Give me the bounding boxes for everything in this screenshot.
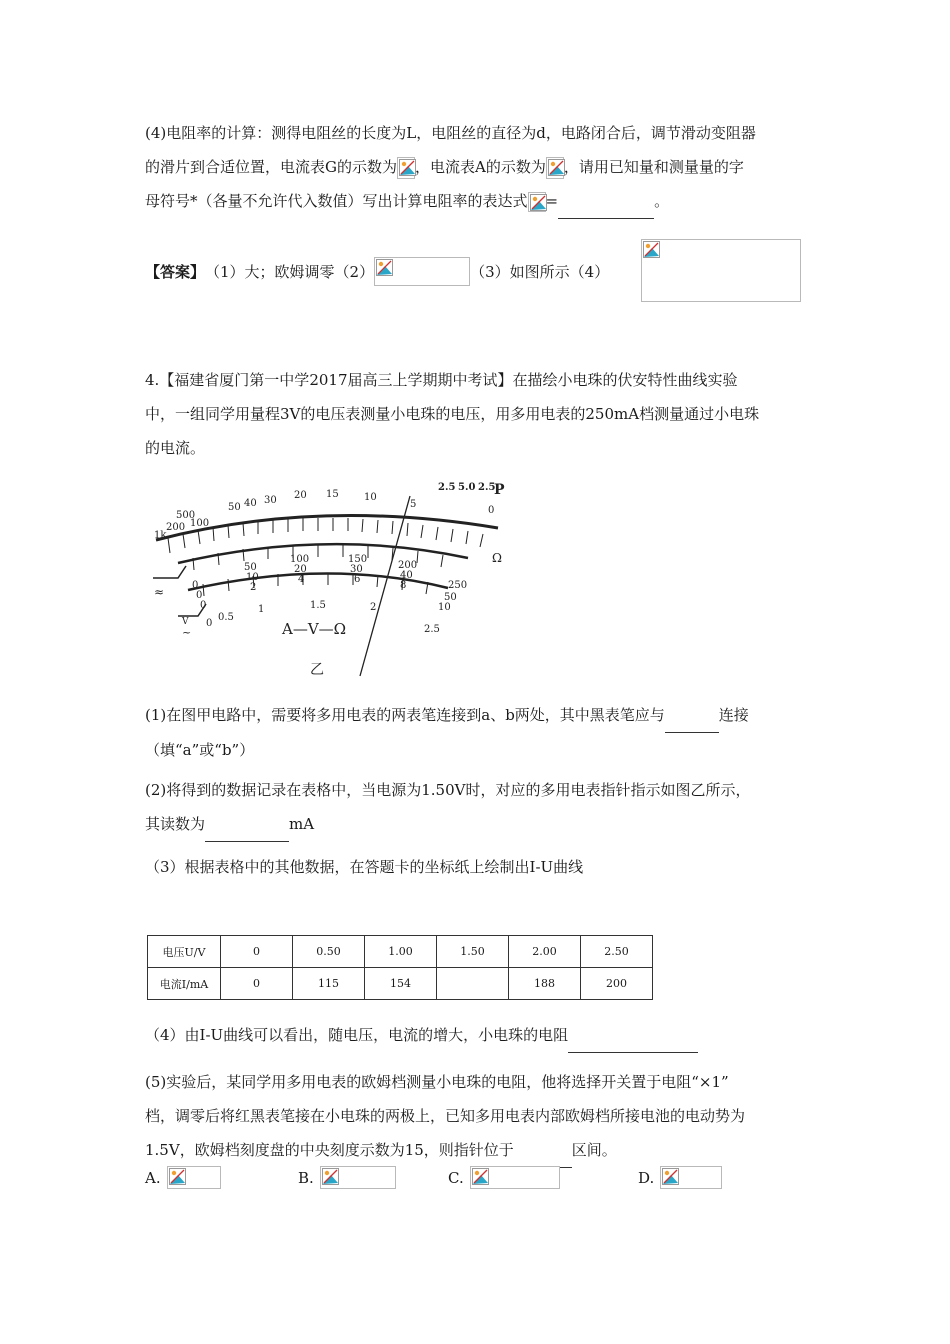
answer-blank-p1	[665, 698, 719, 733]
q4-part2-line1: (2)将得到的数据记录在表格中，当电源为1.50V时，对应的多用电表指针指示如图乙所示，	[145, 781, 751, 799]
option-d[interactable]	[638, 1166, 722, 1189]
option-c[interactable]	[448, 1166, 560, 1189]
ohm-label-30: 30	[264, 495, 277, 506]
answer-blank-p5	[514, 1133, 572, 1168]
table-cell: 电压U/V	[148, 936, 221, 968]
option-b-label: B.	[298, 1168, 314, 1187]
broken-image-icon	[399, 159, 416, 176]
answer-blank-p4	[568, 1018, 698, 1053]
mid-c-8: 8	[400, 580, 407, 591]
option-a-label: A.	[145, 1168, 161, 1187]
q4-parts-1-3	[145, 698, 811, 884]
inner-1-5: 1.5	[310, 600, 326, 611]
broken-image-icon	[472, 1168, 489, 1185]
mid-b-10: 10	[246, 572, 259, 583]
table-cell: 154	[365, 968, 437, 1000]
ohm-symbol: Ω	[492, 551, 502, 565]
table-cell	[437, 968, 509, 1000]
q4-part1-line1: (1)在图甲电路中，需要将多用电表的两表笔连接到a、b两处，其中黑表笔应与 连接	[145, 698, 811, 733]
q4-part5-line2: 档，调零后将红黑表笔接在小电珠的两极上，已知多用电表内部欧姆档所接电池的电动势为	[145, 1107, 746, 1125]
image-placeholder-option-c	[470, 1166, 560, 1189]
ohm-label-500: 500	[176, 510, 196, 521]
option-d-label: D.	[638, 1168, 655, 1187]
top-mark-1: 2.5	[438, 482, 456, 493]
ohm-label-5: 5	[410, 499, 417, 510]
ac-symbol: ≈	[154, 585, 165, 599]
ohm-label-1k: 1k	[154, 530, 167, 541]
ohm-label-10: 10	[364, 492, 377, 503]
mid-b-0: 0	[196, 590, 203, 601]
broken-image-icon	[376, 259, 393, 276]
image-placeholder-answer2	[374, 257, 470, 286]
image-placeholder-g-reading	[397, 157, 415, 179]
table-cell: 0	[221, 936, 293, 968]
top-mark-3: 2.5	[478, 482, 496, 493]
table-cell: 2.50	[581, 936, 653, 968]
image-placeholder-option-d	[660, 1166, 722, 1189]
option-a[interactable]	[145, 1166, 221, 1189]
mid-a-50: 50	[244, 562, 257, 573]
mid-c-2: 2	[250, 582, 257, 593]
broken-image-icon	[530, 194, 547, 211]
inner-0-5: 0.5	[218, 612, 234, 623]
broken-image-icon	[322, 1168, 339, 1185]
answer-blank-rho	[558, 184, 654, 219]
mid-a-0: 0	[192, 580, 199, 591]
top-mark-p: P	[494, 482, 505, 498]
broken-image-icon	[662, 1168, 679, 1185]
ohm-label-0: 0	[488, 505, 495, 516]
mid-a-150: 150	[348, 554, 368, 565]
image-placeholder-rho	[528, 192, 546, 212]
ohm-label-15: 15	[326, 489, 339, 500]
mid-c-0: 0	[200, 600, 207, 611]
image-placeholder-answer4	[641, 239, 801, 302]
top-mark-2: 5.0	[458, 482, 476, 493]
mid-b-40: 40	[400, 570, 413, 581]
q4-part2-line2: 其读数为 mA	[145, 807, 811, 842]
table-cell: 115	[293, 968, 365, 1000]
option-c-label: C.	[448, 1168, 464, 1187]
q4-line3: 的电流。	[145, 439, 206, 457]
q4-part4: （4）由I-U曲线可以看出，随电压，电流的增大，小电珠的电阻	[145, 1018, 811, 1053]
q4-parts-4-5	[145, 1018, 811, 1168]
table-cell: 200	[581, 968, 653, 1000]
mid-b-20: 20	[294, 564, 307, 575]
mid-c-4: 4	[298, 574, 305, 585]
q4-part3: （3）根据表格中的其他数据，在答题卡的坐标纸上绘制出I-U曲线	[145, 858, 584, 876]
multimeter-dial-figure	[148, 478, 518, 680]
q4-part5-line3: 1.5V，欧姆档刻度盘的中央刻度示数为15，则指针位于 区间。	[145, 1133, 811, 1168]
q3-part4	[145, 116, 811, 219]
mid-c-10: 10	[438, 602, 451, 613]
image-placeholder-option-a	[167, 1166, 221, 1189]
answer-blank-p2	[205, 807, 289, 842]
image-placeholder-option-b	[320, 1166, 396, 1189]
ohm-label-20: 20	[294, 490, 307, 501]
q3-part4-line2: 的滑片到合适位置，电流表G的示数为 ，电流表A的示数为 ，请用已知量和测量量的字	[145, 150, 811, 184]
option-b[interactable]	[298, 1166, 396, 1189]
q3-part4-line3: 母符号*（各量不允许代入数值）写出计算电阻率的表达式 = 。	[145, 184, 811, 219]
q4-line1: 4.【福建省厦门第一中学2017届高三上学期期中考试】在描绘小电珠的伏安特性曲线实验	[145, 371, 738, 389]
answer-line	[145, 255, 609, 287]
mid-a-100: 100	[290, 554, 310, 565]
mid-b-50: 50	[444, 592, 457, 603]
inner-1: 1	[258, 604, 265, 615]
meter-bottom-label: A—V—Ω	[282, 620, 347, 638]
mid-b-30: 30	[350, 564, 363, 575]
answer-part3: （3）如图所示（4）	[470, 262, 610, 281]
mid-c-6: 6	[354, 574, 361, 585]
meter-caption: 乙	[310, 662, 324, 678]
table-cell: 电流I/mA	[148, 968, 221, 1000]
ohm-label-200: 200	[166, 522, 186, 533]
inner-2-5: 2.5	[424, 624, 440, 635]
v-symbol: V	[182, 617, 189, 627]
mid-a-200: 200	[398, 560, 418, 571]
q4-stem	[145, 363, 811, 465]
q4-part1-line2: （填“a”或“b”）	[145, 741, 255, 759]
answer-part1: （1）大；欧姆调零（2）	[205, 262, 375, 281]
inner-0: 0	[206, 618, 213, 629]
image-placeholder-a-reading	[546, 157, 564, 179]
table-cell: 188	[509, 968, 581, 1000]
table-cell: 0	[221, 968, 293, 1000]
ohm-label-50: 50	[228, 502, 241, 513]
ohm-label-40: 40	[244, 498, 257, 509]
table-cell: 1.50	[437, 936, 509, 968]
v-tilde: ~	[182, 626, 192, 639]
mid-a-250: 250	[448, 580, 468, 591]
table-cell: 1.00	[365, 936, 437, 968]
q4-part5-line1: (5)实验后，某同学用多用电表的欧姆档测量小电珠的电阻，他将选择开关置于电阻“×1”	[145, 1073, 729, 1091]
table-cell: 2.00	[509, 936, 581, 968]
table-cell: 0.50	[293, 936, 365, 968]
broken-image-icon	[548, 159, 565, 176]
ohm-label-100: 100	[190, 518, 210, 529]
iu-data-table	[147, 935, 653, 1000]
table-row	[148, 936, 653, 968]
q3-part4-line1: (4)电阻率的计算：测得电阻丝的长度为L，电阻丝的直径为d，电路闭合后，调节滑动变阻器	[145, 124, 756, 142]
broken-image-icon	[643, 241, 660, 258]
table-row	[148, 968, 653, 1000]
q4-line2: 中，一组同学用量程3V的电压表测量小电珠的电压，用多用电表的250mA档测量通过小电珠	[145, 405, 760, 423]
answer-label: 【答案】	[145, 262, 206, 281]
inner-2: 2	[370, 602, 377, 613]
broken-image-icon	[169, 1168, 186, 1185]
